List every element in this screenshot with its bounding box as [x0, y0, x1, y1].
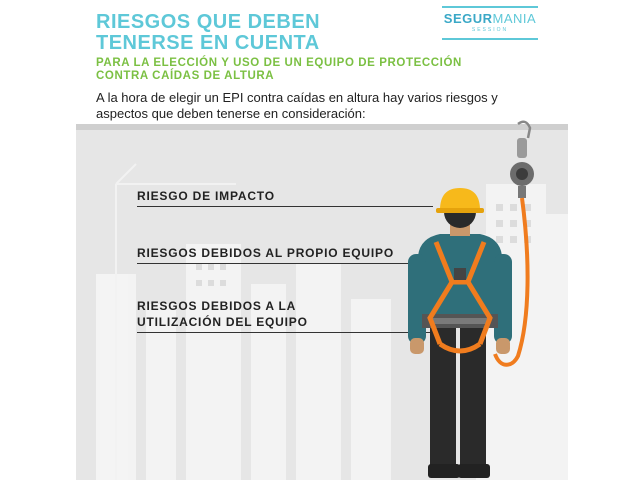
risk-equipment-label: RIESGOS DEBIDOS AL PROPIO EQUIPO	[137, 246, 394, 260]
page-title	[96, 12, 320, 54]
subtitle-line-1: PARA LA ELECCIÓN Y USO DE UN EQUIPO DE PROTECCIÓN	[96, 57, 462, 69]
fall-arrester-icon	[510, 122, 534, 198]
intro-text: A la hora de elegir un EPI contra caídas en altura hay varios riesgos y aspectos que deben tenerse en consideración:	[96, 90, 498, 121]
risk-usage-line	[137, 332, 433, 333]
segurmania-logo	[442, 6, 538, 40]
risk-usage-label: RIESGOS DEBIDOS A LA UTILIZACIÓN DEL EQUIPO	[137, 299, 308, 329]
helmet-icon	[436, 188, 484, 213]
risk-equipment-line	[137, 263, 433, 264]
title-line-2: TENERSE EN CUENTA	[96, 32, 320, 54]
worker-illustration	[400, 118, 568, 480]
risk-impact-label: RIESGO DE IMPACTO	[137, 189, 275, 203]
subtitle-line-2: CONTRA CAÍDAS DE ALTURA	[96, 70, 275, 82]
page-subtitle	[96, 57, 462, 83]
logo-wordmark: SEGURMANIA	[443, 11, 537, 26]
logo-tagline: SESSION	[471, 27, 509, 33]
title-line-1: RIESGOS QUE DEBEN	[96, 11, 321, 33]
risk-impact-line	[137, 206, 433, 207]
